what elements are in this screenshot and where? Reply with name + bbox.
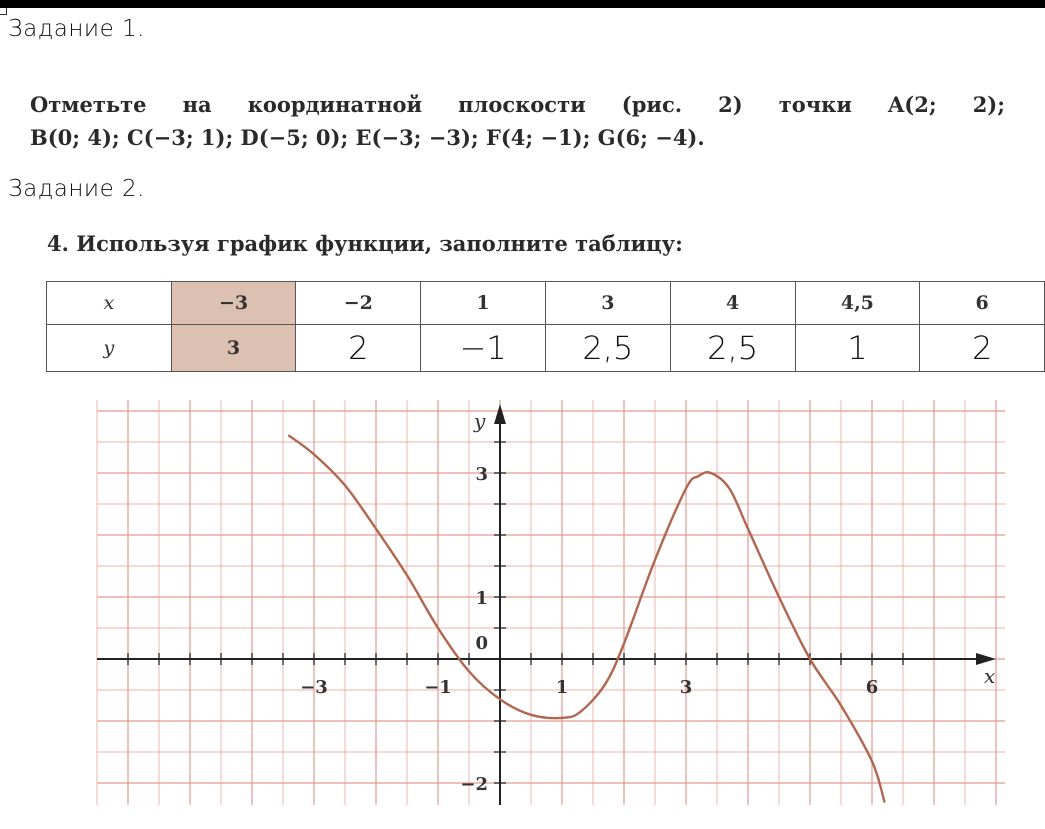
x-cell: −2 [296,282,421,325]
exercise-text: Используя график функции, заполните таблицу: [76,231,683,256]
task-1-line-1: Отметьте на координатной плоскости (рис. 2) точки A(2; 2); [30,92,1005,117]
exercise-number: 4. [47,231,69,256]
x-cell: 3 [545,282,670,325]
corner-mark [0,8,7,15]
x-cell: 6 [920,282,1045,325]
x-cell: 4,5 [795,282,920,325]
x-tick-label: −1 [424,677,452,698]
top-bar [0,0,1045,8]
function-graph [0,380,1045,829]
x-header: x [47,282,172,325]
function-curve [289,436,884,802]
exercise-heading [47,231,683,256]
y-tick-label: 1 [475,588,488,609]
y-cell: 3 [171,325,296,372]
x-axis-label: x [984,664,996,688]
x-tick-label: 1 [555,677,569,698]
x-cell: 1 [421,282,546,325]
y-cell-handwritten: 2,5 [545,325,670,372]
y-cell-handwritten: 1 [795,325,920,372]
values-table [46,281,1045,372]
y-tick-label: 0 [475,633,488,654]
y-axis-arrow [494,404,506,424]
y-cell-handwritten: 2 [296,325,421,372]
task-2-heading: Задание 2. [8,176,145,202]
y-axis-label: y [474,409,486,433]
x-cell: 4 [670,282,795,325]
x-tick-label: 3 [679,677,693,698]
x-cell: −3 [171,282,296,325]
y-cell-handwritten: 2,5 [670,325,795,372]
task-1-text [30,88,1005,154]
y-cell-handwritten: −1 [421,325,546,372]
x-tick-label: −3 [300,677,328,698]
x-row [47,282,1045,325]
task-1-heading: Задание 1. [8,16,145,42]
y-row [47,325,1045,372]
task-1-line-2: B(0; 4); C(−3; 1); D(−5; 0); E(−3; −3); F(4; −1); G(6; −4). [30,125,705,150]
y-cell-handwritten: 2 [920,325,1045,372]
y-tick-label: 3 [475,464,488,485]
y-tick-label: −2 [460,774,488,795]
y-header: y [47,325,172,372]
x-tick-label: 6 [865,677,879,698]
